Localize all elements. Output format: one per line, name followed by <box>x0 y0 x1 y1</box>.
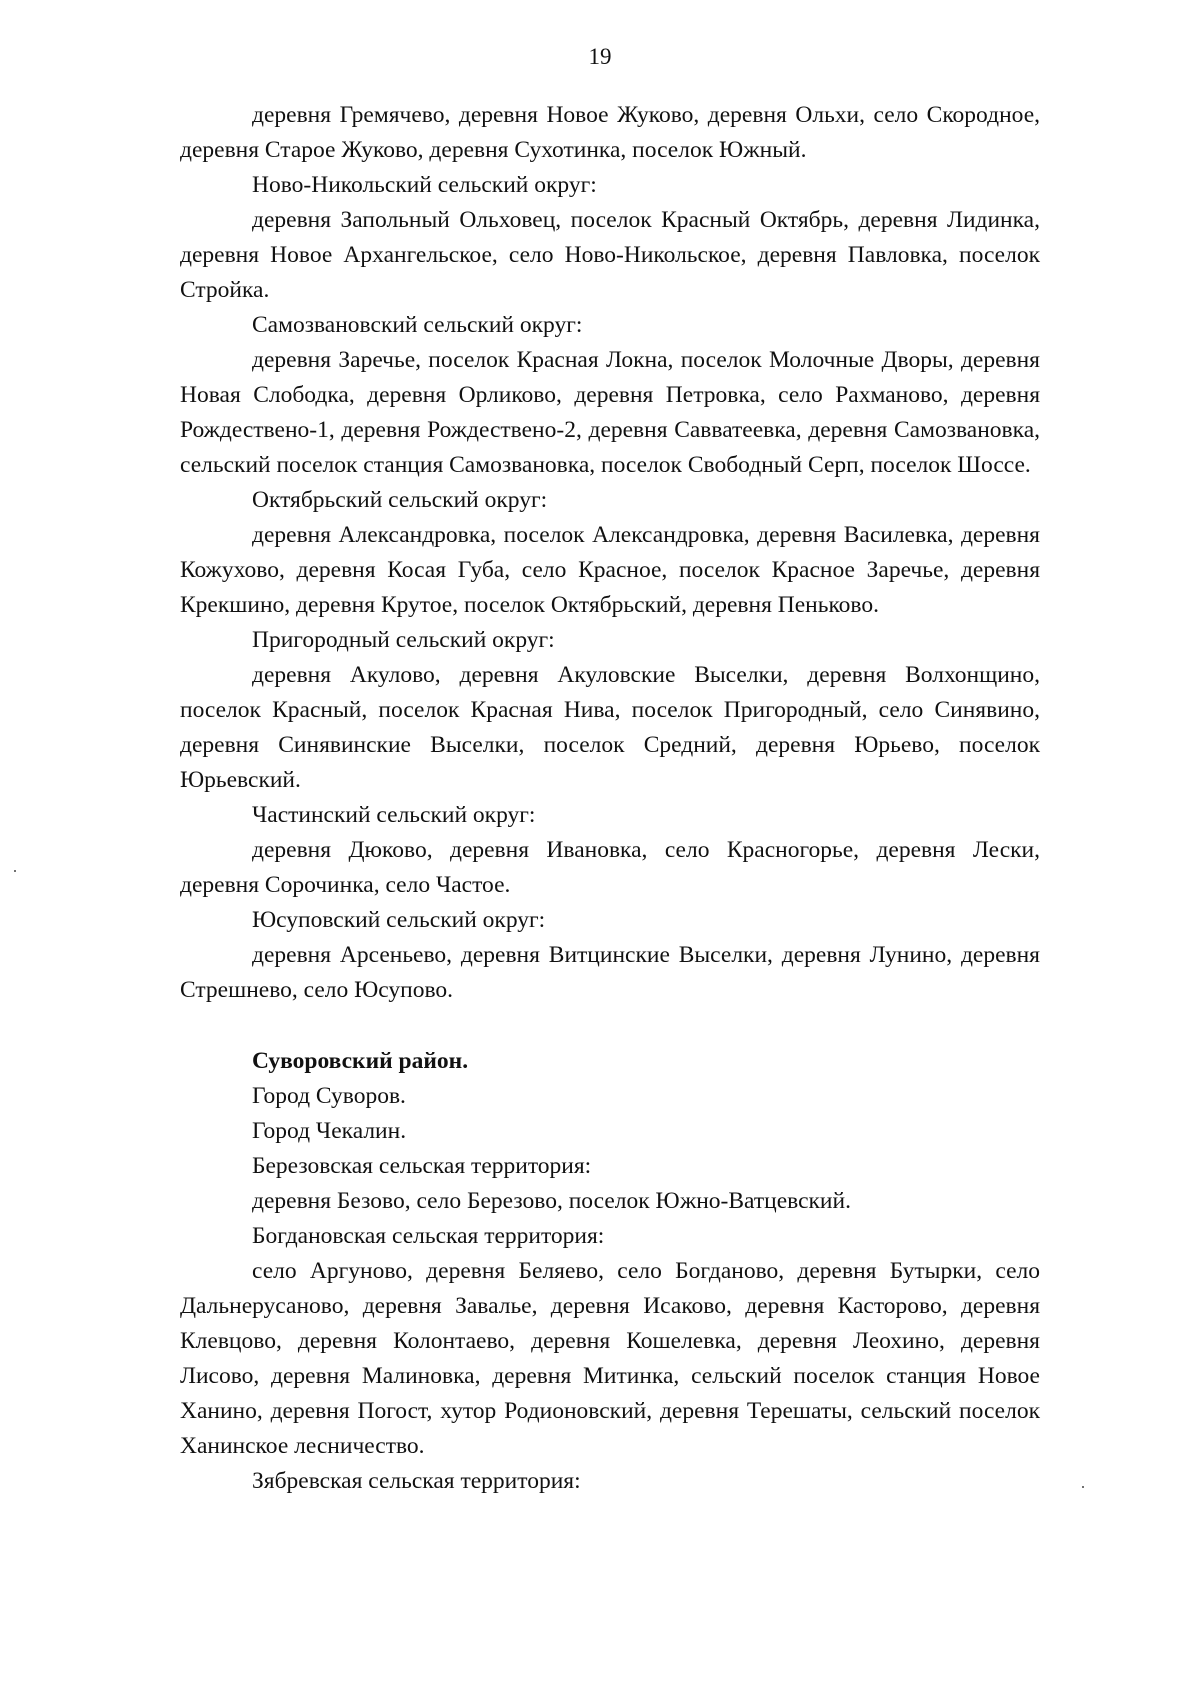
document-body <box>180 98 1040 1499</box>
paragraph: село Аргуново, деревня Беляево, село Богданово, деревня Бутырки, село Дальнерусаново, деревня Завалье, деревня Исаково, деревня Касторово, деревня Клевцово, деревня Колонтаево, деревня Кошелевка, деревня Леохино, деревня Лисово, деревня Малиновка, деревня Митинка, сельский поселок станция Новое Ханино, деревня Погост, хутор Родионовский, деревня Терешаты, сельский поселок Ханинское лесничество. <box>180 1258 1040 1459</box>
section-spacer <box>180 1008 1040 1044</box>
paragraph: деревня Заречье, поселок Красная Локна, поселок Молочные Дворы, деревня Новая Слободка, деревня Орликово, деревня Петровка, село Рахманово, деревня Рождествено-1, деревня Рождествено-2, деревня Савватеевка, деревня Самозвановка, сельский поселок станция Самозвановка, поселок Свободный Серп, поселок Шоссе. <box>180 347 1040 478</box>
paragraph: деревня Гремячево, деревня Новое Жуково, деревня Ольхи, село Скородное, деревня Старое Жуково, деревня Сухотинка, поселок Южный. <box>180 102 1040 163</box>
paragraph: деревня Запольный Ольховец, поселок Красный Октябрь, деревня Лидинка, деревня Новое Архангельское, село Ново-Никольское, деревня Павловка, поселок Стройка. <box>180 207 1040 303</box>
district-heading: Богдановская сельская территория: <box>252 1223 605 1249</box>
district-heading: Самозвановский сельский округ: <box>252 312 583 338</box>
district-heading: Зябревская сельская территория: <box>252 1468 581 1494</box>
scan-speck <box>1082 1486 1084 1488</box>
district-heading: Октябрьский сельский округ: <box>252 487 548 513</box>
district-heading: Юсуповский сельский округ: <box>252 907 546 933</box>
paragraph: деревня Александровка, поселок Александровка, деревня Василевка, деревня Кожухово, деревня Косая Губа, село Красное, поселок Красное Заречье, деревня Крекшино, деревня Крутое, поселок Октябрьский, деревня Пеньково. <box>180 522 1040 618</box>
page-number: 19 <box>588 44 612 69</box>
paragraph: деревня Арсеньево, деревня Витцинские Выселки, деревня Лунино, деревня Стрешнево, село Юсупово. <box>180 942 1040 1003</box>
scan-speck <box>14 870 16 872</box>
paragraph: Город Чекалин. <box>252 1118 407 1144</box>
district-heading: Пригородный сельский округ: <box>252 627 555 653</box>
paragraph: Город Суворов. <box>252 1083 406 1109</box>
district-heading: Частинский сельский округ: <box>252 802 536 828</box>
section-heading: Суворовский район. <box>252 1048 469 1074</box>
paragraph: деревня Безово, село Березово, поселок Южно-Ватцевский. <box>252 1188 851 1214</box>
paragraph: деревня Дюково, деревня Ивановка, село Красногорье, деревня Лески, деревня Сорочинка, село Частое. <box>180 837 1040 898</box>
district-heading: Ново-Никольский сельский округ: <box>252 172 597 198</box>
paragraph: деревня Акулово, деревня Акуловские Выселки, деревня Волхонщино, поселок Красный, поселок Красная Нива, поселок Пригородный, село Синявино, деревня Синявинские Выселки, поселок Средний, деревня Юрьево, поселок Юрьевский. <box>180 662 1040 793</box>
district-heading: Березовская сельская территория: <box>252 1153 592 1179</box>
